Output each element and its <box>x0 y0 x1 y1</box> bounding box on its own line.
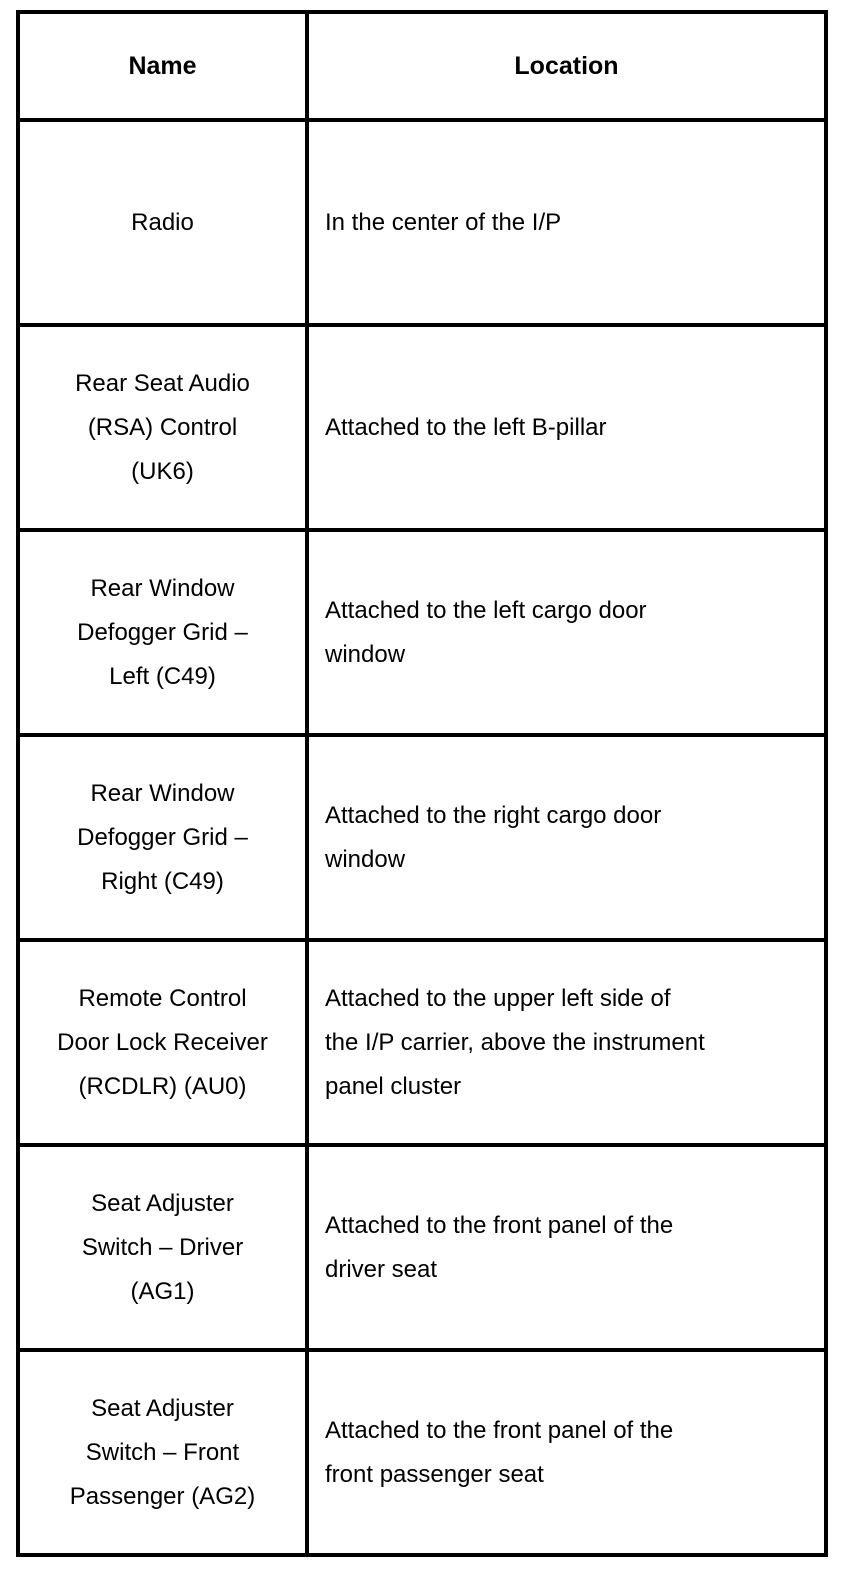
name-cell <box>18 325 307 530</box>
location-cell <box>307 1350 826 1555</box>
name-cell <box>18 940 307 1145</box>
component-name: Seat Adjuster Switch – Driver (AG1) <box>81 1189 244 1305</box>
location-cell <box>307 120 826 325</box>
component-name: Radio <box>131 208 194 236</box>
location-cell <box>307 940 826 1145</box>
column-header-location: Location <box>307 12 826 120</box>
component-location: In the center of the I/P <box>325 208 562 236</box>
table-header-row <box>18 12 826 120</box>
table-row <box>18 735 826 940</box>
location-cell <box>307 530 826 735</box>
component-name: Rear Window Defogger Grid – Left (C49) <box>77 574 248 690</box>
location-cell <box>307 1145 826 1350</box>
table-row <box>18 120 826 325</box>
component-name: Seat Adjuster Switch – Front Passenger (AG2) <box>69 1394 256 1510</box>
component-location: Attached to the left cargo door window <box>325 596 647 668</box>
component-location-table <box>16 10 828 1557</box>
location-cell <box>307 735 826 940</box>
component-name: Remote Control Door Lock Receiver (RCDLR) (AU0) <box>57 984 268 1100</box>
component-location: Attached to the left B-pillar <box>325 413 607 441</box>
table-row <box>18 1145 826 1350</box>
name-cell <box>18 1350 307 1555</box>
table-row <box>18 530 826 735</box>
name-cell <box>18 120 307 325</box>
column-header-name: Name <box>18 12 307 120</box>
component-name: Rear Window Defogger Grid – Right (C49) <box>77 779 248 895</box>
name-cell <box>18 735 307 940</box>
component-location: Attached to the front panel of the front passenger seat <box>325 1416 674 1488</box>
table-row <box>18 1350 826 1555</box>
component-location: Attached to the upper left side of the I/P carrier, above the instrument panel cluster <box>325 984 705 1100</box>
table-row <box>18 325 826 530</box>
name-cell <box>18 1145 307 1350</box>
component-name: Rear Seat Audio (RSA) Control (UK6) <box>75 369 250 485</box>
location-cell <box>307 325 826 530</box>
component-location: Attached to the right cargo door window <box>325 801 662 873</box>
component-location: Attached to the front panel of the driver seat <box>325 1211 674 1283</box>
name-cell <box>18 530 307 735</box>
table-row <box>18 940 826 1145</box>
